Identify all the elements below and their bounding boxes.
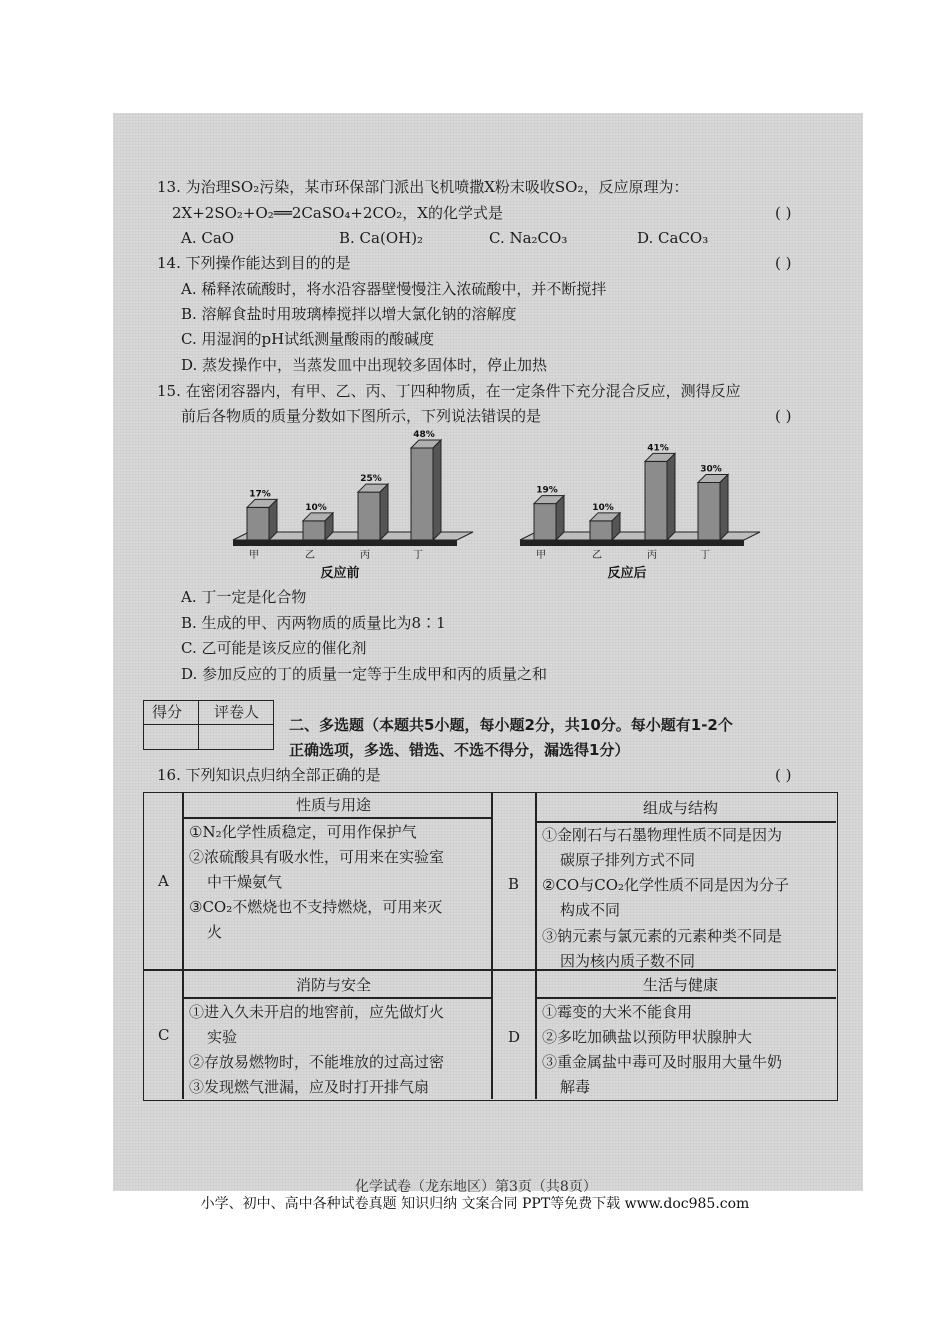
q14-option-d: D. 蒸发操作中，当蒸发皿中出现较多固体时，停止加热 [181,356,548,374]
bar-甲 [247,499,277,540]
option-c-heading: 消防与安全 [296,976,372,994]
bar-丁 [411,440,441,540]
page-number-footer: 化学试卷（龙东地区）第3页（共8页） [355,1179,597,1195]
option-d-line2: ②多吃加碘盐以预防甲状腺肿大 [542,1028,753,1046]
chart-title: 反应前 [320,566,360,581]
bar-value-label: 25% [360,474,382,485]
option-a-letter: A [158,872,169,890]
q15-option-d: D. 参加反应的丁的质量一定等于生成甲和丙的质量之和 [181,665,548,683]
q15-option-b: B. 生成的甲、丙两物质的质量比为8∶1 [181,614,446,632]
option-b-line6: 因为核内质子数不同 [560,952,696,970]
section2-heading-line2: 正确选项，多选、错选、不选不得分，漏选得1分） [289,741,630,759]
q16-stem: 16. 下列知识点归纳全部正确的是 [157,766,381,784]
section2-heading-line1: 二、多选题（本题共5小题，每小题2分，共10分。每小题有1-2个 [289,716,733,734]
option-a-line4: ③CO₂不燃烧也不支持燃烧，可用来灭 [189,898,443,916]
bar-value-label: 10% [592,502,614,513]
q14-answer-paren: ( ) [775,254,792,272]
bar-丙 [645,453,675,540]
bar-value-label: 17% [249,489,271,500]
bar-value-label: 10% [305,502,327,513]
option-b-line4: 构成不同 [560,901,621,919]
category-label: 丙 [647,550,657,561]
bar-丁 [698,475,728,541]
q14-stem: 14. 下列操作能达到目的的是 [157,254,351,272]
q14-option-a: A. 稀释浓硫酸时，将水沿容器壁慢慢注入浓硫酸中，并不断搅拌 [181,280,607,298]
option-b-line3: ②CO与CO₂化学性质不同是因为分子 [542,876,790,894]
grader-label: 评卷人 [214,703,260,721]
option-c-line4: ③发现燃气泄漏，应及时打开排气扇 [189,1078,430,1096]
bar-value-label: 41% [647,443,669,454]
option-a-line2: ②浓硫酸具有吸水性，可用来在实验室 [189,848,445,866]
option-c-line2: 实验 [207,1028,238,1046]
category-label: 甲 [536,550,546,561]
option-d-line3: ③重金属盐中毒可及时服用大量牛奶 [542,1053,783,1071]
option-d-heading: 生活与健康 [643,976,719,994]
q13-equation: 2X+2SO₂+O₂══2CaSO₄+2CO₂，X的化学式是 [172,204,503,222]
chart-title: 反应后 [607,566,647,581]
score-label: 得分 [152,703,183,721]
category-label: 甲 [249,550,259,561]
bar-丙 [358,484,388,540]
bar-value-label: 30% [700,464,722,475]
option-a-heading: 性质与用途 [296,796,372,814]
q16-answer-paren: ( ) [775,766,792,784]
q15-option-c: C. 乙可能是该反应的催化剂 [181,639,367,657]
q13-option-a: A. CaO [181,229,235,247]
option-a-line5: 火 [207,923,223,941]
option-b-line5: ③钠元素与氯元素的元素种类不同是 [542,927,783,945]
option-d-line1: ①霉变的大米不能食用 [542,1003,693,1021]
option-d-letter: D [508,1028,521,1046]
score-box [143,700,274,750]
bar-value-label: 48% [413,430,435,440]
q14-option-c: C. 用湿润的pH试纸测量酸雨的酸碱度 [181,330,435,348]
q15-option-a: A. 丁一定是化合物 [181,588,307,606]
q13-option-b: B. Ca(OH)₂ [339,229,424,247]
category-label: 乙 [592,550,602,561]
q15-stem-line2: 前后各物质的质量分数如下图所示，下列说法错误的是 [181,407,542,425]
chart-after-reaction [512,440,762,585]
option-c-line3: ②存放易燃物时，不能堆放的过高过密 [189,1053,445,1071]
q13-option-c: C. Na₂CO₃ [489,229,568,247]
bar-value-label: 19% [536,485,558,496]
q13-answer-paren: ( ) [775,204,792,222]
category-label: 丁 [700,550,710,561]
bar-甲 [534,496,564,540]
q15-answer-paren: ( ) [775,407,792,425]
bar-乙 [590,513,620,540]
category-label: 丁 [413,550,423,561]
q15-stem-line1: 15. 在密闭容器内，有甲、乙、丙、丁四种物质，在一定条件下充分混合反应，测得反应 [157,382,741,400]
q13-stem: 13. 为治理SO₂污染，某市环保部门派出飞机喷撒X粉末吸收SO₂，反应原理为： [157,178,689,196]
q13-option-d: D. CaCO₃ [637,229,709,247]
category-label: 乙 [305,550,315,561]
site-footer: 小学、初中、高中各种试卷真题 知识归纳 文案合同 PPT等免费下载 www.doc985.com [200,1196,750,1212]
bar-乙 [303,513,333,540]
option-b-heading: 组成与结构 [643,799,719,817]
option-a-line3: 中干燥氨气 [207,873,283,891]
option-d-line4: 解毒 [560,1078,591,1096]
option-c-line1: ①进入久未开启的地窖前，应先做灯火 [189,1003,445,1021]
option-c-letter: C [158,1026,170,1044]
option-b-line2: 碳原子排列方式不同 [560,851,696,869]
option-a-line1: ①N₂化学性质稳定，可用作保护气 [189,823,417,841]
option-b-letter: B [508,875,520,893]
chart-before-reaction [225,430,475,585]
option-b-line1: ①金刚石与石墨物理性质不同是因为 [542,826,783,844]
category-label: 丙 [360,550,370,561]
q14-option-b: B. 溶解食盐时用玻璃棒搅拌以增大氯化钠的溶解度 [181,305,517,323]
